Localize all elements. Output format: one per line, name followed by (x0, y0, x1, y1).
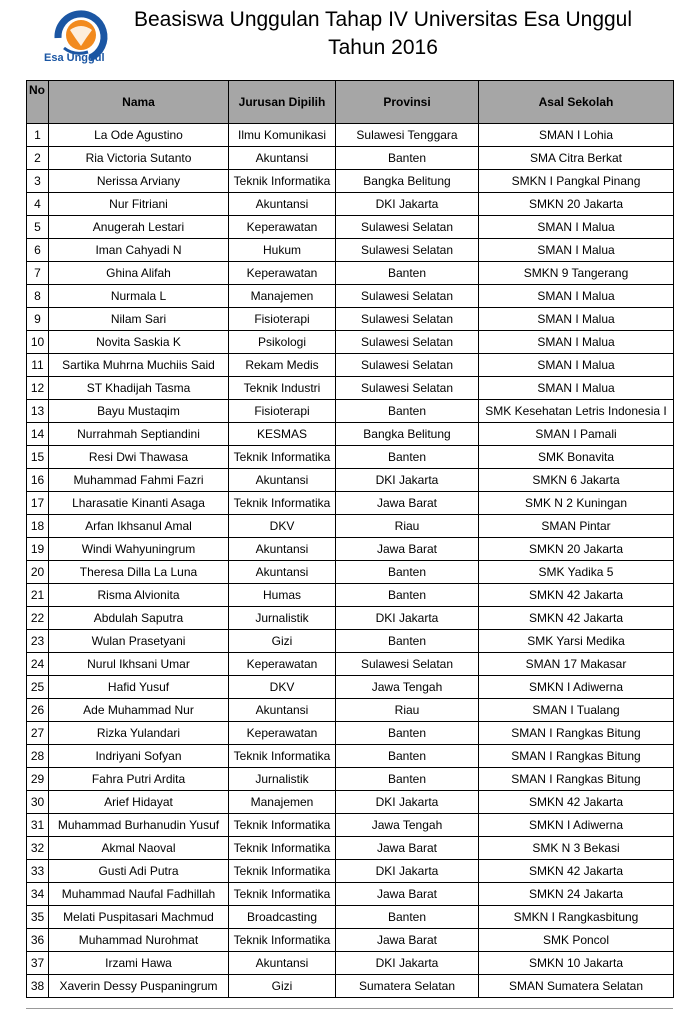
cell-provinsi: Sulawesi Selatan (336, 285, 479, 308)
table-row (27, 860, 674, 883)
cell-jurusan: Akuntansi (229, 469, 336, 492)
cell-provinsi: Sulawesi Selatan (336, 239, 479, 262)
cell-asal-sekolah: SMAN I Malua (479, 354, 674, 377)
cell-nama: Lharasatie Kinanti Asaga (49, 492, 229, 515)
cell-jurusan: Gizi (229, 975, 336, 998)
cell-asal-sekolah: SMK Yadika 5 (479, 561, 674, 584)
cell-no: 17 (27, 492, 49, 515)
cell-no: 33 (27, 860, 49, 883)
cell-provinsi: Riau (336, 699, 479, 722)
table-row (27, 331, 674, 354)
cell-no: 34 (27, 883, 49, 906)
cell-provinsi: Sulawesi Selatan (336, 354, 479, 377)
table-row (27, 676, 674, 699)
table-row (27, 653, 674, 676)
cell-no: 37 (27, 952, 49, 975)
table-row (27, 906, 674, 929)
cell-provinsi: DKI Jakarta (336, 860, 479, 883)
cell-nama: Gusti Adi Putra (49, 860, 229, 883)
table-row (27, 239, 674, 262)
cell-jurusan: DKV (229, 676, 336, 699)
cell-nama: Wulan Prasetyani (49, 630, 229, 653)
table-row (27, 262, 674, 285)
cell-asal-sekolah: SMK N 3 Bekasi (479, 837, 674, 860)
cell-provinsi: Banten (336, 561, 479, 584)
cell-asal-sekolah: SMAN I Malua (479, 216, 674, 239)
cell-provinsi: Jawa Barat (336, 492, 479, 515)
cell-asal-sekolah: SMK Poncol (479, 929, 674, 952)
cell-nama: Xaverin Dessy Puspaningrum (49, 975, 229, 998)
cell-jurusan: Akuntansi (229, 147, 336, 170)
cell-asal-sekolah: SMAN I Rangkas Bitung (479, 768, 674, 791)
cell-jurusan: Keperawatan (229, 722, 336, 745)
cell-jurusan: Fisioterapi (229, 400, 336, 423)
cell-nama: Iman Cahyadi N (49, 239, 229, 262)
cell-provinsi: Jawa Barat (336, 837, 479, 860)
header-row (27, 81, 674, 124)
cell-no: 24 (27, 653, 49, 676)
table-row (27, 814, 674, 837)
cell-provinsi: Banten (336, 262, 479, 285)
cell-asal-sekolah: SMAN I Rangkas Bitung (479, 745, 674, 768)
cell-nama: Risma Alvionita (49, 584, 229, 607)
table-row (27, 492, 674, 515)
title-line-1: Beasiswa Unggulan Tahap IV Universitas Esa Unggul (133, 8, 633, 31)
cell-no: 10 (27, 331, 49, 354)
cell-provinsi: Sulawesi Selatan (336, 377, 479, 400)
cell-nama: Theresa Dilla La Luna (49, 561, 229, 584)
logo-text: Esa Unggul (44, 52, 105, 64)
cell-no: 35 (27, 906, 49, 929)
cell-no: 28 (27, 745, 49, 768)
table-row (27, 584, 674, 607)
cell-no: 30 (27, 791, 49, 814)
scholarship-table (26, 80, 674, 998)
cell-nama: Muhammad Fahmi Fazri (49, 469, 229, 492)
header-provinsi: Provinsi (336, 81, 479, 124)
cell-nama: Muhammad Burhanudin Yusuf (49, 814, 229, 837)
cell-nama: Nurul Ikhsani Umar (49, 653, 229, 676)
cell-no: 12 (27, 377, 49, 400)
cell-provinsi: Sulawesi Selatan (336, 331, 479, 354)
cell-nama: Akmal Naoval (49, 837, 229, 860)
cell-provinsi: Banten (336, 722, 479, 745)
header-jurusan: Jurusan Dipilih (229, 81, 336, 124)
cell-no: 3 (27, 170, 49, 193)
cell-provinsi: DKI Jakarta (336, 952, 479, 975)
table-row (27, 124, 674, 147)
cell-nama: Novita Saskia K (49, 331, 229, 354)
cell-asal-sekolah: SMKN 9 Tangerang (479, 262, 674, 285)
cell-provinsi: Riau (336, 515, 479, 538)
cell-no: 36 (27, 929, 49, 952)
cell-no: 15 (27, 446, 49, 469)
cell-jurusan: Keperawatan (229, 653, 336, 676)
cell-no: 31 (27, 814, 49, 837)
cell-nama: Irzami Hawa (49, 952, 229, 975)
cell-nama: Ghina Alifah (49, 262, 229, 285)
cell-jurusan: Keperawatan (229, 262, 336, 285)
table-row (27, 722, 674, 745)
cell-jurusan: Teknik Informatika (229, 170, 336, 193)
cell-jurusan: Akuntansi (229, 699, 336, 722)
table-row (27, 975, 674, 998)
cell-provinsi: Bangka Belitung (336, 423, 479, 446)
cell-nama: Nerissa Arviany (49, 170, 229, 193)
table-row (27, 791, 674, 814)
cell-nama: Bayu Mustaqim (49, 400, 229, 423)
cell-provinsi: Banten (336, 745, 479, 768)
cell-no: 14 (27, 423, 49, 446)
cell-asal-sekolah: SMK Bonavita (479, 446, 674, 469)
table-row (27, 308, 674, 331)
cell-asal-sekolah: SMKN 20 Jakarta (479, 193, 674, 216)
cell-nama: Indriyani Sofyan (49, 745, 229, 768)
cell-asal-sekolah: SMKN I Pangkal Pinang (479, 170, 674, 193)
cell-jurusan: Gizi (229, 630, 336, 653)
cell-nama: Muhammad Naufal Fadhillah (49, 883, 229, 906)
cell-provinsi: Banten (336, 584, 479, 607)
cell-asal-sekolah: SMAN Sumatera Selatan (479, 975, 674, 998)
cell-asal-sekolah: SMA Citra Berkat (479, 147, 674, 170)
table-row (27, 285, 674, 308)
cell-no: 4 (27, 193, 49, 216)
cell-no: 21 (27, 584, 49, 607)
cell-provinsi: Sulawesi Selatan (336, 308, 479, 331)
table-row (27, 929, 674, 952)
cell-nama: Nurrahmah Septiandini (49, 423, 229, 446)
table-row (27, 768, 674, 791)
cell-jurusan: Fisioterapi (229, 308, 336, 331)
cell-asal-sekolah: SMKN 20 Jakarta (479, 538, 674, 561)
cell-no: 16 (27, 469, 49, 492)
bottom-divider (26, 1008, 673, 1009)
cell-nama: Abdulah Saputra (49, 607, 229, 630)
cell-no: 5 (27, 216, 49, 239)
table-row (27, 354, 674, 377)
cell-asal-sekolah: SMK Yarsi Medika (479, 630, 674, 653)
cell-provinsi: Sulawesi Selatan (336, 653, 479, 676)
table-header (27, 81, 674, 124)
cell-nama: Ria Victoria Sutanto (49, 147, 229, 170)
cell-no: 8 (27, 285, 49, 308)
cell-no: 23 (27, 630, 49, 653)
cell-asal-sekolah: SMAN Pintar (479, 515, 674, 538)
cell-provinsi: DKI Jakarta (336, 469, 479, 492)
title-line-2: Tahun 2016 (328, 36, 438, 59)
cell-jurusan: Teknik Informatika (229, 860, 336, 883)
cell-nama: Arfan Ikhsanul Amal (49, 515, 229, 538)
table-row (27, 400, 674, 423)
cell-no: 6 (27, 239, 49, 262)
table-row (27, 952, 674, 975)
cell-nama: Windi Wahyuningrum (49, 538, 229, 561)
cell-asal-sekolah: SMAN I Tualang (479, 699, 674, 722)
cell-asal-sekolah: SMKN 10 Jakarta (479, 952, 674, 975)
table-row (27, 538, 674, 561)
cell-provinsi: Bangka Belitung (336, 170, 479, 193)
cell-asal-sekolah: SMAN I Pamali (479, 423, 674, 446)
cell-jurusan: Teknik Informatika (229, 883, 336, 906)
cell-asal-sekolah: SMAN I Malua (479, 308, 674, 331)
table-row (27, 469, 674, 492)
cell-no: 1 (27, 124, 49, 147)
cell-no: 29 (27, 768, 49, 791)
cell-provinsi: DKI Jakarta (336, 607, 479, 630)
cell-no: 27 (27, 722, 49, 745)
cell-jurusan: Akuntansi (229, 561, 336, 584)
cell-jurusan: Akuntansi (229, 538, 336, 561)
cell-jurusan: Manajemen (229, 285, 336, 308)
header-nama: Nama (49, 81, 229, 124)
table-row (27, 630, 674, 653)
cell-provinsi: Sumatera Selatan (336, 975, 479, 998)
table-row (27, 837, 674, 860)
cell-nama: Muhammad Nurohmat (49, 929, 229, 952)
cell-provinsi: Banten (336, 630, 479, 653)
cell-asal-sekolah: SMKN 42 Jakarta (479, 791, 674, 814)
cell-jurusan: Teknik Informatika (229, 837, 336, 860)
cell-asal-sekolah: SMAN I Rangkas Bitung (479, 722, 674, 745)
table-row (27, 147, 674, 170)
cell-jurusan: Teknik Informatika (229, 745, 336, 768)
cell-jurusan: Akuntansi (229, 193, 336, 216)
cell-no: 11 (27, 354, 49, 377)
cell-asal-sekolah: SMK Kesehatan Letris Indonesia I (479, 400, 674, 423)
cell-asal-sekolah: SMKN I Adiwerna (479, 814, 674, 837)
cell-nama: Nur Fitriani (49, 193, 229, 216)
cell-jurusan: KESMAS (229, 423, 336, 446)
cell-jurusan: Akuntansi (229, 952, 336, 975)
cell-jurusan: Jurnalistik (229, 768, 336, 791)
cell-provinsi: Sulawesi Tenggara (336, 124, 479, 147)
cell-no: 38 (27, 975, 49, 998)
cell-provinsi: Banten (336, 446, 479, 469)
cell-jurusan: Broadcasting (229, 906, 336, 929)
cell-asal-sekolah: SMKN 42 Jakarta (479, 584, 674, 607)
cell-jurusan: Manajemen (229, 791, 336, 814)
cell-asal-sekolah: SMAN I Malua (479, 285, 674, 308)
cell-provinsi: Banten (336, 906, 479, 929)
table-row (27, 883, 674, 906)
cell-asal-sekolah: SMAN I Malua (479, 331, 674, 354)
cell-asal-sekolah: SMAN 17 Makasar (479, 653, 674, 676)
cell-asal-sekolah: SMK N 2 Kuningan (479, 492, 674, 515)
table-row (27, 216, 674, 239)
header-asal-sekolah: Asal Sekolah (479, 81, 674, 124)
cell-nama: Nurmala L (49, 285, 229, 308)
cell-nama: Sartika Muhrna Muchiis Said (49, 354, 229, 377)
cell-jurusan: Hukum (229, 239, 336, 262)
cell-no: 13 (27, 400, 49, 423)
cell-no: 19 (27, 538, 49, 561)
cell-nama: Ade Muhammad Nur (49, 699, 229, 722)
cell-nama: Hafid Yusuf (49, 676, 229, 699)
cell-no: 26 (27, 699, 49, 722)
cell-jurusan: Ilmu Komunikasi (229, 124, 336, 147)
cell-asal-sekolah: SMKN 42 Jakarta (479, 607, 674, 630)
cell-nama: Fahra Putri Ardita (49, 768, 229, 791)
cell-jurusan: Rekam Medis (229, 354, 336, 377)
cell-jurusan: Humas (229, 584, 336, 607)
cell-no: 9 (27, 308, 49, 331)
table-row (27, 446, 674, 469)
page-title (110, 6, 656, 62)
cell-nama: Rizka Yulandari (49, 722, 229, 745)
cell-asal-sekolah: SMKN I Adiwerna (479, 676, 674, 699)
cell-provinsi: Jawa Barat (336, 538, 479, 561)
cell-jurusan: Teknik Informatika (229, 446, 336, 469)
table-row (27, 699, 674, 722)
cell-provinsi: Banten (336, 400, 479, 423)
cell-nama: ST Khadijah Tasma (49, 377, 229, 400)
cell-jurusan: Teknik Informatika (229, 929, 336, 952)
cell-jurusan: Jurnalistik (229, 607, 336, 630)
cell-nama: Melati Puspitasari Machmud (49, 906, 229, 929)
cell-provinsi: Sulawesi Selatan (336, 216, 479, 239)
cell-no: 25 (27, 676, 49, 699)
table-row (27, 607, 674, 630)
header-no: No (27, 81, 49, 124)
table-row (27, 561, 674, 584)
cell-jurusan: Psikologi (229, 331, 336, 354)
cell-no: 32 (27, 837, 49, 860)
cell-no: 22 (27, 607, 49, 630)
cell-no: 18 (27, 515, 49, 538)
table-row (27, 170, 674, 193)
table-row (27, 377, 674, 400)
cell-asal-sekolah: SMKN 42 Jakarta (479, 860, 674, 883)
cell-jurusan: Keperawatan (229, 216, 336, 239)
table-row (27, 423, 674, 446)
cell-asal-sekolah: SMKN 24 Jakarta (479, 883, 674, 906)
cell-jurusan: Teknik Industri (229, 377, 336, 400)
cell-asal-sekolah: SMAN I Lohia (479, 124, 674, 147)
cell-provinsi: DKI Jakarta (336, 791, 479, 814)
cell-nama: Arief Hidayat (49, 791, 229, 814)
cell-no: 7 (27, 262, 49, 285)
cell-nama: La Ode Agustino (49, 124, 229, 147)
cell-asal-sekolah: SMKN I Rangkasbitung (479, 906, 674, 929)
cell-nama: Anugerah Lestari (49, 216, 229, 239)
cell-jurusan: DKV (229, 515, 336, 538)
cell-provinsi: DKI Jakarta (336, 193, 479, 216)
cell-provinsi: Jawa Tengah (336, 814, 479, 837)
table-row (27, 745, 674, 768)
cell-no: 2 (27, 147, 49, 170)
cell-provinsi: Jawa Tengah (336, 676, 479, 699)
table-row (27, 193, 674, 216)
cell-provinsi: Jawa Barat (336, 929, 479, 952)
cell-asal-sekolah: SMAN I Malua (479, 239, 674, 262)
cell-provinsi: Banten (336, 768, 479, 791)
cell-jurusan: Teknik Informatika (229, 492, 336, 515)
cell-nama: Resi Dwi Thawasa (49, 446, 229, 469)
table-row (27, 515, 674, 538)
cell-nama: Nilam Sari (49, 308, 229, 331)
cell-asal-sekolah: SMKN 6 Jakarta (479, 469, 674, 492)
table-body (27, 124, 674, 998)
cell-asal-sekolah: SMAN I Malua (479, 377, 674, 400)
cell-jurusan: Teknik Informatika (229, 814, 336, 837)
cell-provinsi: Jawa Barat (336, 883, 479, 906)
cell-provinsi: Banten (336, 147, 479, 170)
cell-no: 20 (27, 561, 49, 584)
